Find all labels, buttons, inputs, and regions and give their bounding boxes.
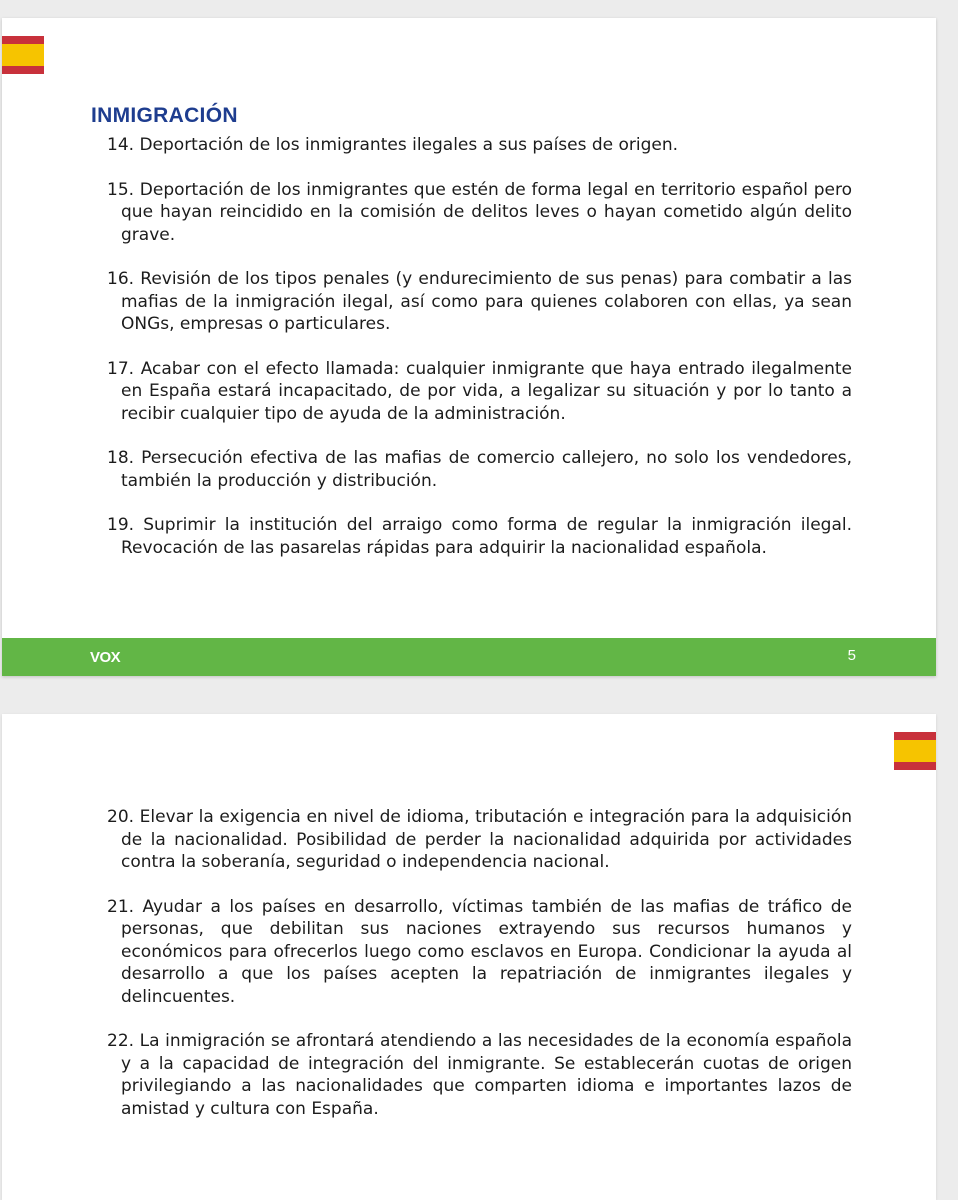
item-number: 21. (107, 896, 135, 917)
item-number: 20. (107, 807, 135, 827)
item-text: Deportación de los inmigrantes que estén de forma legal en territorio español pero que hayan reincidido en la comisión de delitos leves o hayan cometido algún delito grave. (121, 179, 853, 245)
section-title: INMIGRACIÓN (91, 104, 238, 127)
list-item (107, 134, 852, 157)
item-number: 22. (107, 1031, 135, 1051)
list-item (107, 358, 852, 426)
item-text: Deportación de los inmigrantes ilegales a sus países de origen. (139, 135, 679, 155)
flag-stripe-middle (894, 740, 936, 762)
spain-flag-icon (894, 732, 936, 770)
document-page-5 (2, 18, 936, 676)
list-item (107, 268, 852, 336)
list-item (107, 1030, 852, 1120)
item-text: Persecución efectiva de las mafias de comercio callejero, no solo los vendedores, también la producción y distribución. (121, 448, 852, 491)
spain-flag-icon (2, 36, 44, 74)
item-number: 16. (107, 269, 135, 289)
item-number: 14. (107, 135, 135, 155)
list-item (107, 179, 852, 247)
flag-stripe-middle (2, 44, 44, 66)
item-text: Elevar la exigencia en nivel de idioma, tributación e integración para la adquisición de la nacionalidad. Posibilidad de perder la nacionalidad adquirida por actividades contra la soberanía, seguridad o independencia nacional. (121, 807, 852, 872)
item-text: Acabar con el efecto llamada: cualquier inmigrante que haya entrado ilegalmente en España estará incapacitado, de por vida, a legalizar su situación y por lo tanto a recibir cualquier tipo de ayuda de la administración. (121, 358, 852, 424)
list-item (107, 806, 852, 874)
vox-logo: VOX (90, 649, 121, 666)
flag-stripe-bottom (2, 66, 44, 74)
flag-stripe-top (2, 36, 44, 44)
page-footer (2, 638, 936, 676)
item-text: Revisión de los tipos penales (y endurecimiento de sus penas) para combatir a las mafias de la inmigración ilegal, así como para quienes colaboren con ellas, ya sean ONGs, empresas o particulares. (121, 269, 852, 334)
item-number: 15. (107, 179, 135, 200)
list-item (107, 447, 852, 492)
list-item (107, 896, 852, 1009)
item-text: Ayudar a los países en desarrollo, víctimas también de las mafias de tráfico de personas, que debilitan sus naciones extrayendo sus recursos humanos y económicos para ofrecerlos luego como esclavos en Europa. Condicionar la ayuda al desarrollo a que los países acepten la repatriación de inmigrantes ilegales y delincuentes. (121, 896, 852, 1007)
item-number: 18. (107, 448, 135, 468)
flag-stripe-top (894, 732, 936, 740)
item-text: Suprimir la institución del arraigo como forma de regular la inmigración ilegal. Revocación de las pasarelas rápidas para adquirir la nacionalidad española. (121, 515, 852, 558)
list-item (107, 514, 852, 559)
item-number: 17. (107, 358, 135, 379)
item-text: La inmigración se afrontará atendiendo a las necesidades de la economía española y a la capacidad de integración del inmigrante. Se establecerán cuotas de origen privilegiando a las nacionalidades que comparten idioma e importantes lazos de amistad y cultura con España. (121, 1031, 852, 1119)
page-number: 5 (847, 647, 856, 664)
document-page-6 (2, 714, 936, 1200)
item-number: 19. (107, 515, 135, 535)
flag-stripe-bottom (894, 762, 936, 770)
policy-list (107, 134, 852, 581)
policy-list (107, 806, 852, 1142)
